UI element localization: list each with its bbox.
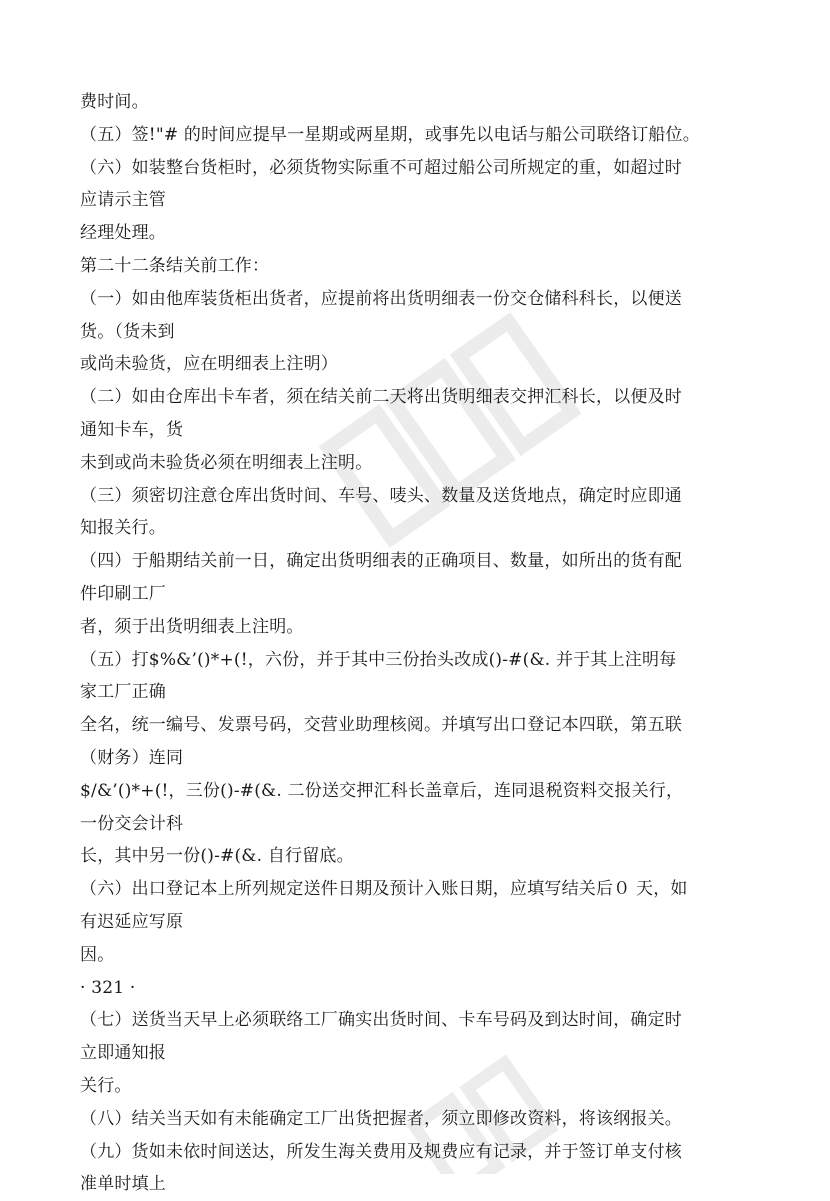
text-line: （三）须密切注意仓库出货时间、车号、唛头、数量及送货地点，确定时应即通 [80,485,682,506]
text-line: 立即通知报 [80,1043,166,1064]
text-line: $/&’()*+(!，三份()-#(&. 二份送交押汇科长盖章后，连同退税资料交报关行， [80,780,684,801]
document-body [80,86,770,1201]
text-line: （一）如由他库装货柜出货者，应提前将出货明细表一份交仓储科科长，以便送 [80,288,682,309]
text-line: 全名，统一编号、发票号码，交营业助理核阅。并填写出口登记本四联，第五联 [80,715,682,736]
text-line: （九）货如未依时间送达，所发生海关费用及规费应有记录，并于签订单支付核 [80,1141,682,1162]
text-line: 知报关行。 [80,518,166,539]
text-line: 长，其中另一份()-#(&. 自行留底。 [80,846,354,867]
text-line: 关行。 [80,1075,132,1096]
section-heading: 第二十二条结关前工作： [80,255,270,276]
text-line: 费时间。 [80,92,149,112]
text-line: （六）如装整台货柜时，必须货物实际重不可超过船公司所规定的重，如超过时 [80,157,682,178]
text-line: 件印刷工厂 [80,583,166,604]
text-line: 通知卡车，货 [80,419,184,440]
text-line: （四）于船期结关前一日，确定出货明细表的正确项目、数量，如所出的货有配 [80,551,682,572]
text-line: （五）签!"# 的时间应提早一星期或两星期，或事先以电话与船公司联络订船位。 [80,124,700,145]
text-line: （六）出口登记本上所列规定送件日期及预计入账日期，应填写结关后０ 天，如 [80,879,688,900]
text-line: （七）送货当天早上必须联络工厂确实出货时间、卡车号码及到达时间，确定时 [80,1010,682,1031]
text-line: 准单时填上 [80,1174,166,1195]
text-line: 应请示主管 [80,190,166,211]
text-line: （五）打$%&’()*+(!，六份，并于其中三份抬头改成()-#(&. 并于其上注明每 [80,649,677,670]
text-line: 家工厂正确 [80,682,166,703]
text-line: 因。 [80,944,115,965]
text-line: 有迟延应写原 [80,911,184,932]
text-line: 货。（货未到 [80,321,175,342]
text-line: 经理处理。 [80,223,166,244]
text-line: 者，须于出货明细表上注明。 [80,616,304,637]
text-line: （二）如由仓库出卡车者，须在结关前二天将出货明细表交押汇科长，以便及时 [80,387,682,408]
page-number: · 321 · [80,977,136,998]
text-line: （八）结关当天如有未能确定工厂出货把握者，须立即修改资料，将该纲报关。 [80,1108,682,1129]
text-line: 未到或尚未验货必须在明细表上注明。 [80,452,373,473]
text-line: 一份交会计科 [80,813,184,834]
text-line: 或尚未验货，应在明细表上注明） [80,354,338,375]
text-line: （财务）连同 [80,747,184,768]
